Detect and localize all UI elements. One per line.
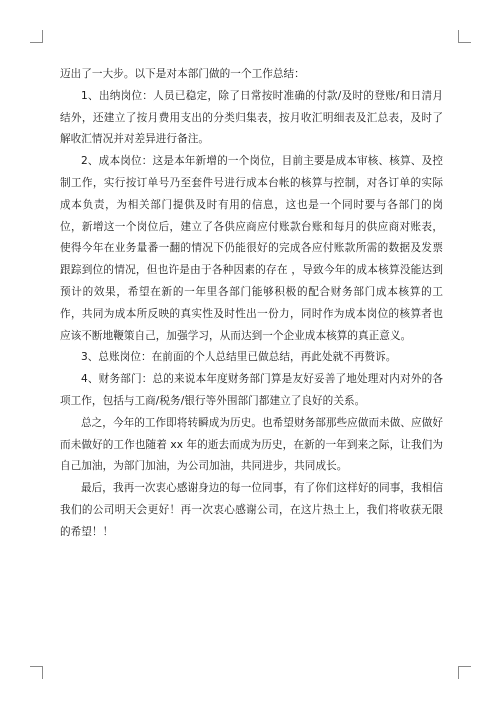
crop-mark-bottom-right [458, 666, 471, 679]
crop-mark-top-left [30, 30, 43, 43]
paragraph-cashier: 1、出纳岗位：人员已稳定，除了日常按时准确的付款/及时的登账/和日清月结外，还建立了按月费用支出的分类归集表，按月收汇明细表及汇总表，及时了解收汇情况并对差异进行备注。 [60, 89, 443, 146]
paragraph-summary: 总之，今年的工作即将转瞬成为历史。也希望财务部那些应做而未做、应做好而未做好的工作也随着 xx 年的逝去而成为历史，在新的一年到来之际，让我们为自己加油，为部门加油，为公司加油，共同进步，共同成长。 [60, 416, 443, 473]
document-body [60, 64, 443, 544]
paragraph-general-ledger: 3、总账岗位：在前面的个人总结里已做总结，再此处就不再赘诉。 [81, 351, 397, 364]
paragraph-cost: 2、成本岗位：这是本年新增的一个岗位，目前主要是成本审核、核算、及控制工作，实行按订单号乃至套件号进行成本台帐的核算与控制，对各订单的实际成本负责，为相关部门提供及时有用的信息，这也是一个同时要与各部门的岗位，新增这一个岗位后，建立了各供应商应付账款台账和每月的供应商对账表，使得今年在业务量番一翻的情况下仍能很好的完成各应付账款所需的数据及发票跟踪到位的情况，但也许是由于各种因素的存在 ，导致今年的成本核算没能达到预计的效果，希望在新的一年里各部门能够积极的配合财务部门成本核算的工作，共同为成本所反映的真实性及时性出一份力，同时作为成本岗位的核算者也应该不断地鞭策自己，加强学习，从而达到一个企业成本核算的真正意义。 [60, 155, 443, 342]
paragraph-finance-dept: 4、财务部门：总的来说本年度财务部门算是友好妥善了地处理对内对外的各项工作，包括与工商/税务/银行等外围部门都建立了良好的关系。 [60, 373, 443, 407]
paragraph-closing: 最后，我再一次衷心感谢身边的每一位同事，有了你们这样好的同事，我相信我们的公司明天会更好！再一次衷心感谢公司，在这片热土上，我们将收获无限的希望！！ [60, 482, 443, 538]
crop-mark-bottom-left [30, 666, 43, 679]
paragraph-intro: 迈出了一大步。以下是对本部门做的一个工作总结： [60, 68, 305, 80]
crop-mark-top-right [458, 30, 471, 43]
